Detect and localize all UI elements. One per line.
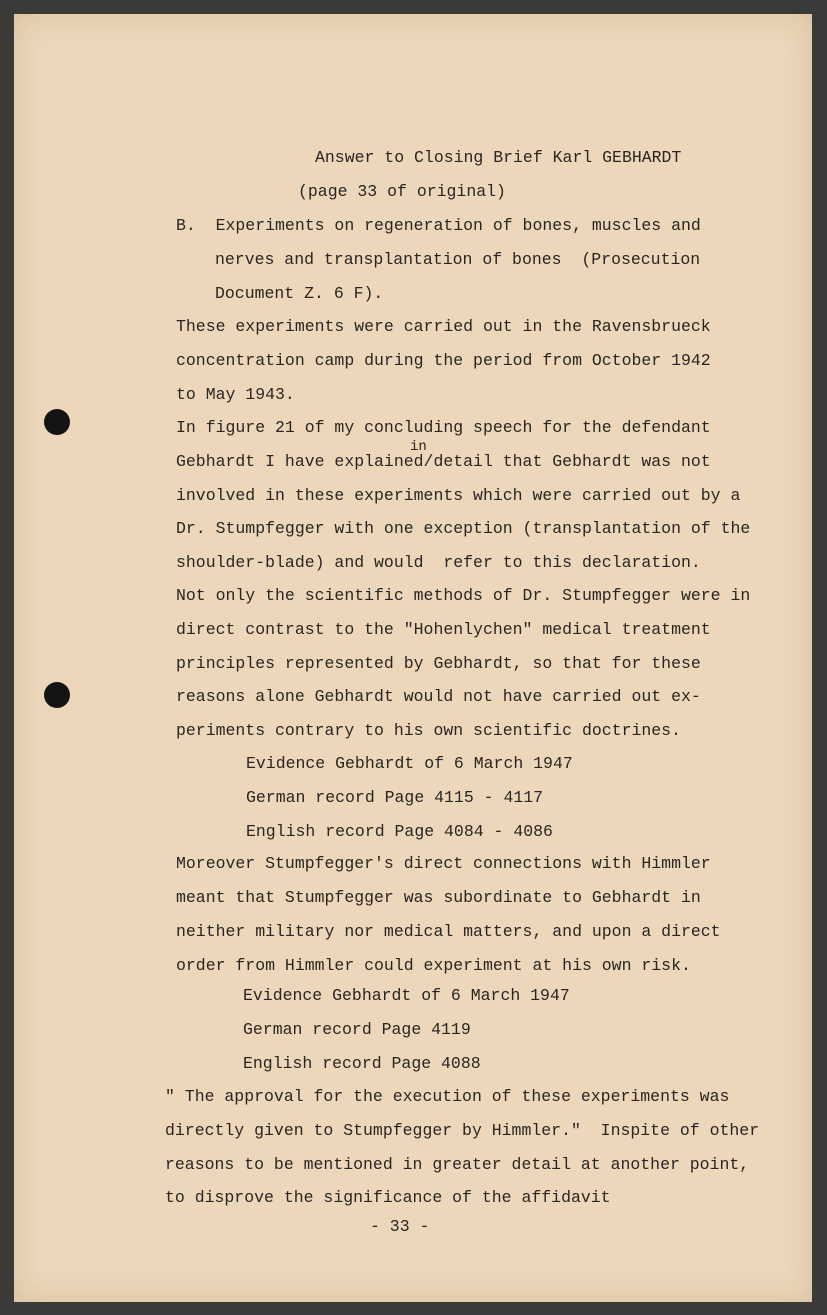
handwritten-insert: in (410, 439, 427, 455)
evidence-line: English record Page 4088 (243, 1054, 481, 1073)
paragraph-line: involved in these experiments which were carried out by a (176, 486, 741, 505)
paragraph-line: Gebhardt I have explained/detail that Gebhardt was not (176, 452, 711, 471)
paragraph-line: principles represented by Gebhardt, so that for these (176, 654, 701, 673)
paragraph-line: to disprove the significance of the affidavit (165, 1188, 611, 1207)
evidence-line: Evidence Gebhardt of 6 March 1947 (246, 754, 573, 773)
paragraph-line: shoulder-blade) and would refer to this declaration. (176, 553, 701, 572)
evidence-line: German record Page 4115 - 4117 (246, 788, 544, 807)
section-b-line: Document Z. 6 F). (215, 284, 384, 303)
evidence-line: German record Page 4119 (243, 1020, 471, 1039)
paragraph-line: In figure 21 of my concluding speech for the defendant (176, 418, 711, 437)
paragraph-line: neither military nor medical matters, and upon a direct (176, 922, 721, 941)
paragraph-line: " The approval for the execution of these experiments was (165, 1087, 730, 1106)
page-number: - 33 - (370, 1217, 430, 1236)
paragraph-line: meant that Stumpfegger was subordinate to Gebhardt in (176, 888, 701, 907)
paragraph-line: Dr. Stumpfegger with one exception (transplantation of the (176, 519, 751, 538)
paragraph-line: direct contrast to the "Hohenlychen" medical treatment (176, 620, 711, 639)
paragraph-line: directly given to Stumpfegger by Himmler." Inspite of other (165, 1121, 760, 1140)
paragraph-line: These experiments were carried out in the Ravensbrueck (176, 317, 711, 336)
evidence-line: English record Page 4084 - 4086 (246, 822, 553, 841)
paragraph-line: periments contrary to his own scientific doctrines. (176, 721, 681, 740)
paragraph-line: reasons alone Gebhardt would not have carried out ex- (176, 687, 701, 706)
section-b-line: B. Experiments on regeneration of bones, muscles and (176, 216, 701, 235)
paragraph-line: concentration camp during the period from October 1942 (176, 351, 711, 370)
punch-hole (44, 409, 70, 435)
paragraph-line: order from Himmler could experiment at his own risk. (176, 956, 691, 975)
document-subtitle: (page 33 of original) (298, 182, 506, 201)
document-title: Answer to Closing Brief Karl GEBHARDT (315, 148, 682, 167)
paragraph-line: Not only the scientific methods of Dr. Stumpfegger were in (176, 586, 751, 605)
paragraph-line: reasons to be mentioned in greater detail at another point, (165, 1155, 750, 1174)
evidence-line: Evidence Gebhardt of 6 March 1947 (243, 986, 570, 1005)
document-page (14, 14, 812, 1302)
paragraph-line: to May 1943. (176, 385, 295, 404)
section-b-line: nerves and transplantation of bones (Prosecution (215, 250, 701, 269)
paragraph-line: Moreover Stumpfegger's direct connections with Himmler (176, 854, 711, 873)
punch-hole (44, 682, 70, 708)
